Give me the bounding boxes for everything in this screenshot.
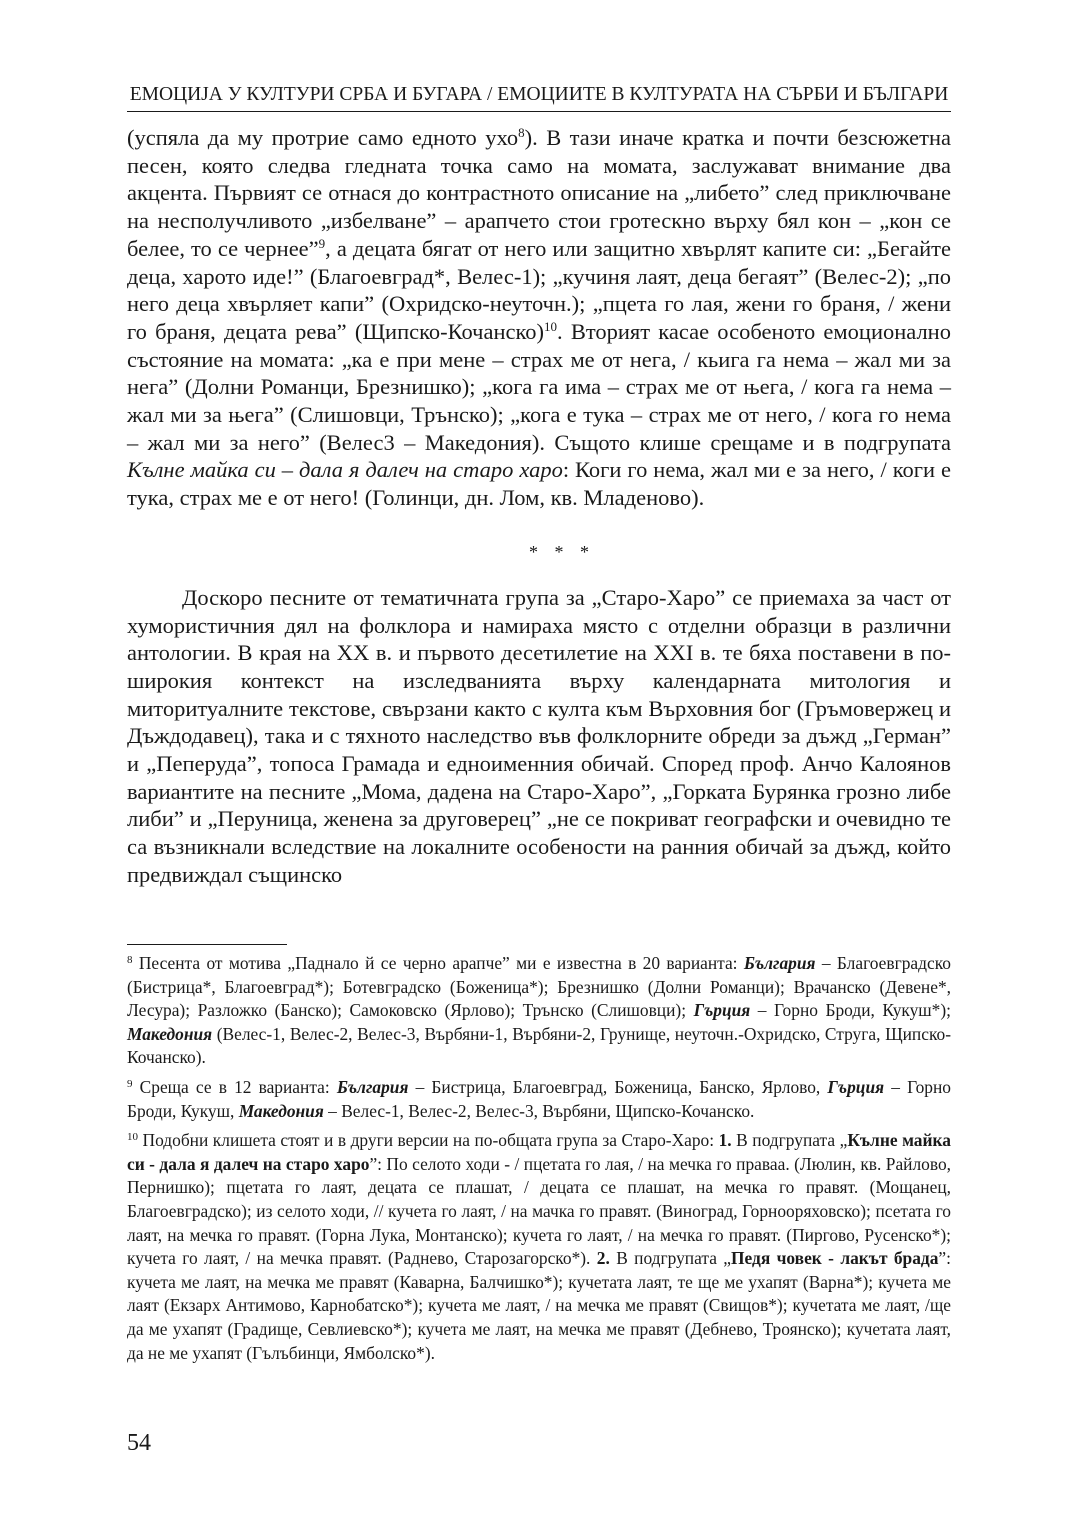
bold-italic-term: Македония [238, 1100, 324, 1121]
text-run: ”: кучета ме лаят, на мечка ме правят (Каварна, Балчишко*); кучетата лаят, те ще ме ухапят (Варна*); кучета ме лаят (Екзарх Антимово, Карнобатско*); кучета ме лаят, / на мечка ме правят (Свищов*); кучетата ме лаят, /ще да ме ухапят (Градище, Севлиевско*); кучета ме лаят, на мечка ме правят (Дебнево, Троянско); кучетата лаят, да не ме ухапят (Гълъбинци, Ямболско*). [127, 1248, 951, 1363]
footnote-number: 10 [127, 1131, 138, 1144]
text-run: Среща се в 12 варианта: [132, 1076, 337, 1097]
text-run: В подгрупата „ [609, 1248, 732, 1269]
running-head: ЕМОЦИЈА У КУЛТУРИ СРБА И БУГАРА / ЕМОЦИИТЕ В КУЛТУРАТА НА СЪРБИ И БЪЛГАРИ [129, 84, 949, 105]
text-run: ”: По селото ходи - / пцетата го лая, / на мечка го праваа. (Люлин, кв. Райлово, Пернишко); пцетата го лаят, децата се плашат, / децата се плашат, на мечка го правят. (Мощанец, Благоевградско); из селото ходи, // кучета го лаят, / на мачка го правят. (Виноград, Горнооряховско); псетата го лаят, на мечка го правят. (Горна Лука, Монтанско); кучета го лаят, / на мечка го правят. (Пиргово, Русенско*); кучета го лаят, / на мечка правят. (Раднево, Старозагорско*). [127, 1153, 951, 1269]
footnote-number: 9 [127, 1077, 133, 1090]
text-run: – Благоевградско (Бистрица*, Благоевград*); Ботевградско (Боженица*); Брезнишко (Долни Романци); Врачанско (Девене*, Лесура); Разложко (Банско); Самоковско (Ярлово); Трънско (Слишовци); [127, 953, 951, 1021]
bold-number: 1. [718, 1130, 732, 1151]
text-run: Подобни клишета стоят и в други версии на по-общата група за Старо-Харо: [138, 1130, 719, 1151]
text-run: , а децата бягат от него или защитно хвърлят капите си: „Бегайте деца, харото иде!” (Благоевград*, Велес-1); „кучиня лаят, деца бегаят” (Велес-2); „по него деца хвърляет капи” (Охридско-неуточн.); „пцета го лая, жени го браня, / жени го браня, децата рева” (Щипско-Кочанско) [127, 235, 951, 344]
bold-number: 2. [596, 1248, 610, 1269]
footnote-ref-8[interactable]: 8 [518, 125, 525, 140]
footnotes [127, 952, 951, 1371]
section-break: * * * [529, 541, 595, 562]
text-run: – Велес-1, Велес-2, Велес-3, Върбяни, Щипско-Кочанско. [323, 1100, 755, 1121]
text-run: : Коги го нема, жал ми е за него, / коги е тука, страх ме е от него! (Голинци, дн. Лом, кв. Младеново). [127, 457, 951, 511]
text-run: – Бистрица, Благоевград, Боженица, Банско, Ярлово, [408, 1076, 828, 1097]
footnote-ref-9[interactable]: 9 [318, 235, 326, 251]
text-run: (Велес-1, Велес-2, Велес-3, Върбяни-1, Върбяни-2, Грунище, неуточн.-Охридско, Струга, Щипско-Кочанско). [127, 1023, 951, 1068]
text-run: ). В тази иначе кратка и почти безсюжетна песен, която следва гледната точка само на момата, заслужават внимание два акцента. Първият се отнася до контрастното описание на „либето” след приключване на несполучливото „избелване” – арапчето стои гротескно върху бял кон – „кон се белее, то се чернее” [127, 125, 952, 261]
main-text [127, 124, 951, 889]
text-run: – Горно Броди, Кукуш, [127, 1076, 951, 1121]
footnote-ref-10[interactable]: 10 [544, 318, 558, 334]
bold-term: Кълне майка си - дала я далеч на старо харо [127, 1130, 951, 1174]
bold-italic-term: Гърция [827, 1076, 885, 1097]
bold-italic-term: България [336, 1076, 409, 1097]
bold-term: Педя човек - лакът брада [731, 1248, 939, 1269]
italic-title: Кълне майка си – дала я далеч на старо харо [127, 457, 563, 483]
bold-italic-term: България [743, 953, 816, 973]
book-page [127, 0, 951, 1524]
footnote-9 [127, 1076, 951, 1123]
text-run: Песента от мотива „Паднало й се черно арапче” ми е известна в 20 варианта: [132, 953, 744, 973]
page-number: 54 [127, 1430, 151, 1456]
header-rule [127, 111, 951, 112]
footnote-number: 8 [127, 954, 133, 966]
paragraph-2: Доскоро песните от тематичната група за „Старо-Харо” се приемаха за част от хумористичния дял на фолклора и намираха място с отделни образци в различни антологии. В края на XX в. и първото десетилетие на XXI в. те бяха поставени в по-широкия контекст на изследванията върху календарната митология и миторитуалните текстове, свързани както с култа към Върховния бог (Гръмовержец и Дъждодавец), така и с тяхното наследство във фолклорните обреди за дъжд „Герман” и „Пеперуда”, топоса Грамада и едноименния обичай. Според проф. Анчо Калоянов вариантите на песните „Мома, дадена на Старо-Харо”, „Горката Бурянка грозно либе либи” и „Перуница, женена за друговерец” „не се покриват географски и очевидно те са възникнали вследствие на локалните особености на ранния обичай за дъжд, който предвиждал същинско [127, 584, 951, 887]
bold-italic-term: Македония [127, 1023, 213, 1044]
text-run: – Горно Броди, Кукуш*); [750, 1000, 951, 1021]
footnote-8 [127, 952, 951, 1070]
bold-italic-term: Гърция [693, 1000, 751, 1021]
footnote-rule [127, 944, 287, 945]
text-run: . Вторият касае особеното емоционално състояние на момата: „ка е при мене – страх ме от нега, / кьига га нема – жал ми за нега” (Долни Романци, Брезнишко); „кога га има – страх ме от њега, / кога га нема – жал ми за њега” (Слишовци, Трънско); „кога е тука – страх ме от него, / кога го нема – жал ми за него” (Велес3 – Македония). Същото клише срещаме и в подгрупата [127, 318, 951, 455]
footnote-10 [127, 1129, 951, 1365]
text-run: (успяла да му протрие само едното ухо [127, 125, 519, 150]
paragraph-1 [127, 124, 951, 512]
text-run: В подгрупата „ [731, 1130, 848, 1151]
